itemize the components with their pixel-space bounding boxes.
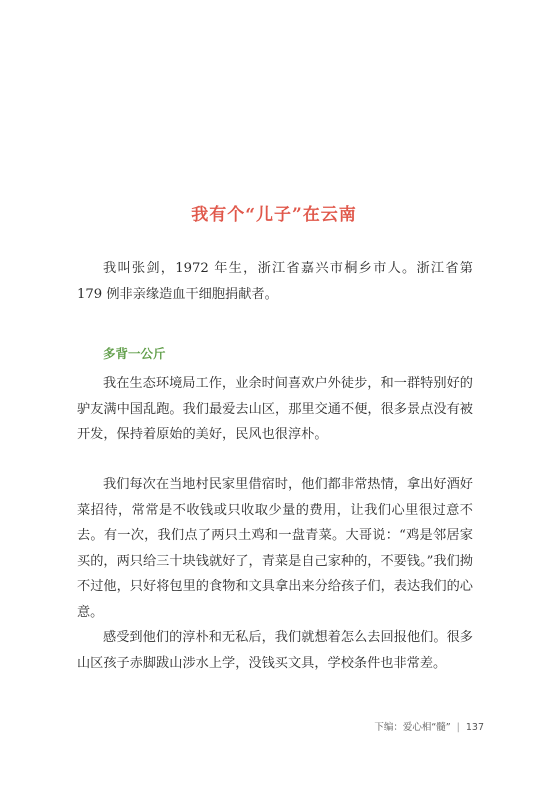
running-footer-section: 下编：爱心相“髓” bbox=[374, 722, 451, 733]
page-footer bbox=[374, 719, 484, 733]
body-paragraph: 我们每次在当地村民家里借宿时，他们都非常热情，拿出好酒好菜招待，常常是不收钱或只收取少量的费用，让我们心里很过意不去。有一次，我们点了两只土鸡和一盘青菜。大哥说：“鸡是邻居家买的，两只给三十块钱就好了，青菜是自己家种的，不要钱。”我们拗不过他，只好将包里的食物和文具拿出来分给孩子们，表达我们的心意。 bbox=[77, 477, 473, 620]
article-title: 我有个“儿子”在云南 bbox=[191, 205, 357, 225]
section-heading: 多背一公斤 bbox=[103, 346, 166, 361]
page-number: 137 bbox=[465, 722, 484, 733]
body-paragraph: 感受到他们的淳朴和无私后，我们就想着怎么去回报他们。很多山区孩子赤脚跋山涉水上学，没钱买文具，学校条件也非常差。 bbox=[77, 630, 473, 671]
body-paragraph: 我在生态环境局工作，业余时间喜欢户外徒步，和一群特别好的驴友满中国乱跑。我们最爱去山区，那里交通不便，很多景点没有被开发，保持着原始的美好，民风也很淳朴。 bbox=[77, 376, 473, 442]
intro-paragraph: 我叫张剑，1972 年生，浙江省嘉兴市桐乡市人。浙江省第 179 例非亲缘造血干细胞捐献者。 bbox=[77, 261, 473, 302]
footer-separator: | bbox=[456, 722, 460, 733]
